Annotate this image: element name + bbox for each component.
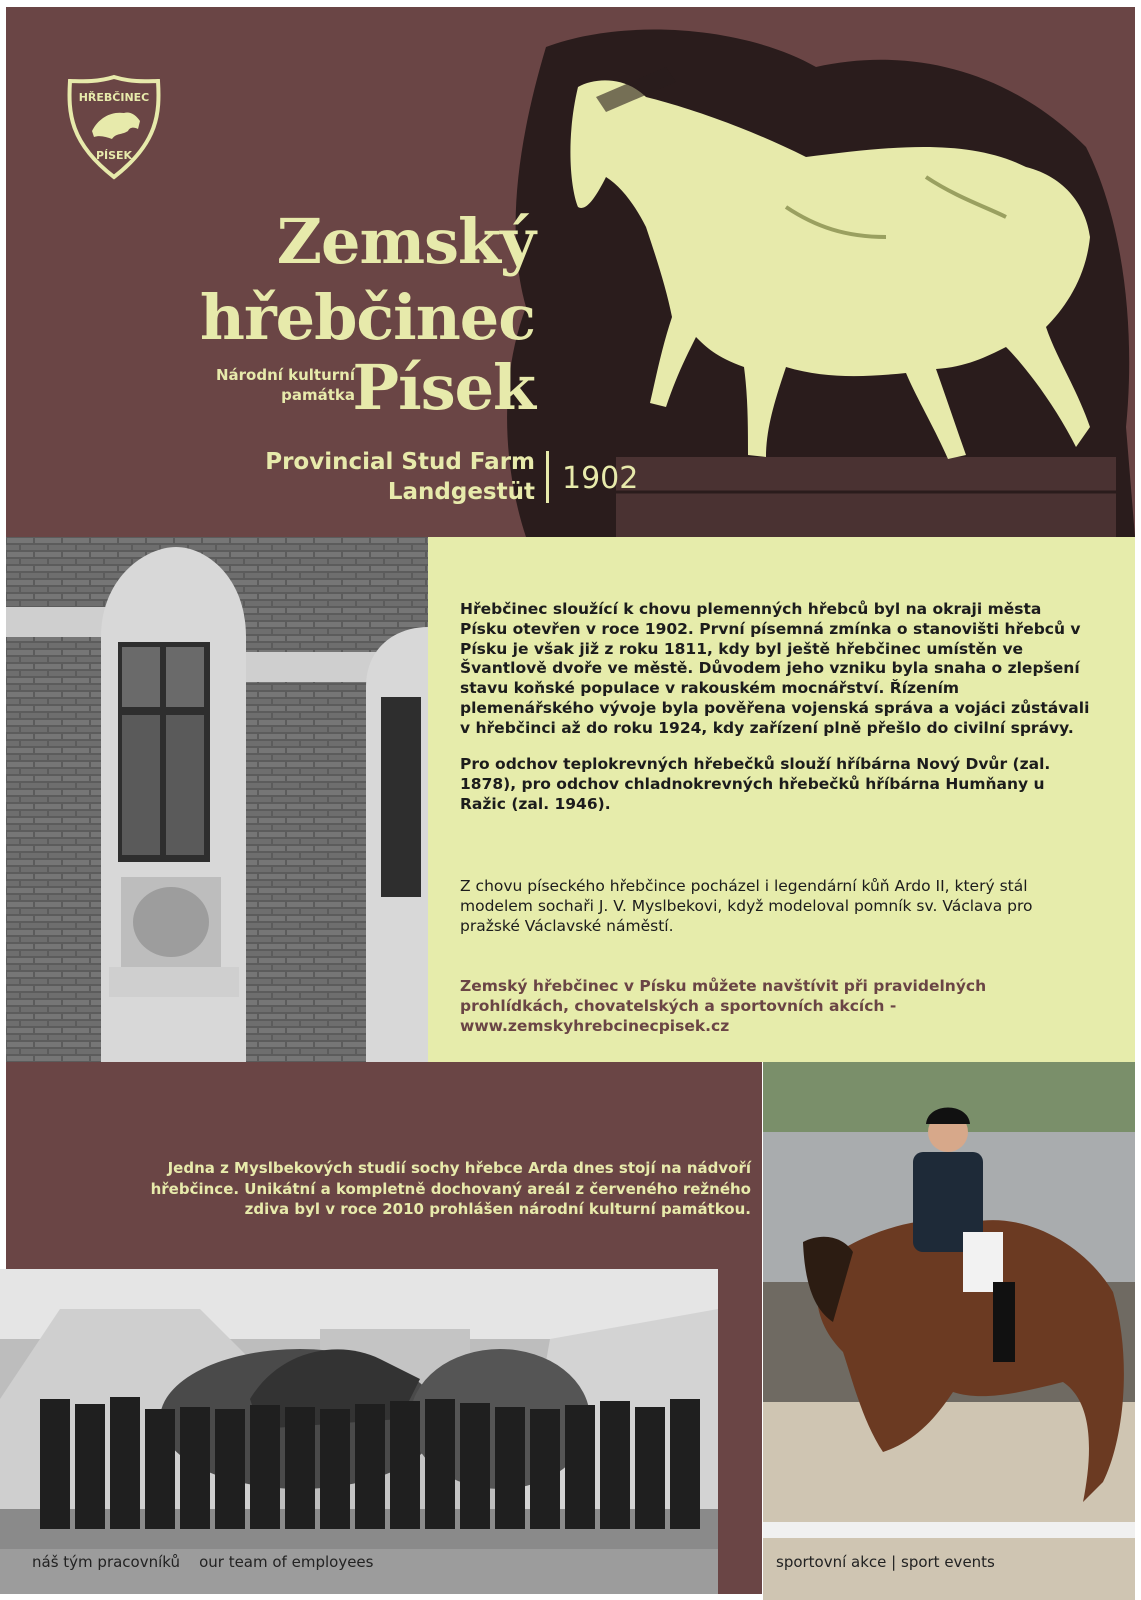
- stud-farm-logo: [64, 73, 164, 183]
- team-photo-caption: náš tým pracovníků our team of employees: [32, 1553, 374, 1571]
- title-line-3: Písek: [352, 351, 535, 424]
- horse-illustration: [486, 7, 1135, 537]
- founding-year: 1902: [562, 461, 639, 496]
- show-jumping-photo: [763, 1062, 1135, 1600]
- foal-farms-paragraph: Pro odchov teplokrevných hřebečků slouží hříbárna Nový Dvůr (zal. 1878), pro odchov chladnokrevných hřebečků hříbárna Humňany u Ražic (zal. 1946).: [460, 755, 1051, 813]
- history-paragraph: Hřebčinec sloužící k chovu plemenných hřebců byl na okraji města Písku otevřen v roce 1902. První písemná zmínka o stanovišti hřebců v Písku je však již z roku 1811, kdy byl ještě hřebčinec umístěn ve Švantlově dvoře ve městě. Důvodem jeho vzniku byla snaha o zlepšení stavu koňské populace v rakouském mocnářství. Řízením plemenářského vývoje byla pověřena vojenská správa a vojáci zůstávali v hřebčinci až do roku 1924, kdy zařízení plně přešlo do civilní správy.: [460, 600, 1090, 737]
- title-line-1: Zemský: [276, 205, 535, 278]
- ardo-paragraph: Z chovu píseckého hřebčince pocházel i legendární kůň Ardo II, který stál modelem sochaři J. V. Myslbekovi, když modeloval pomník sv. Václava pro pražské Václavské náměstí.: [460, 877, 1033, 935]
- logo-top-text: HŘEBČINEC: [78, 91, 150, 104]
- heritage-label: [195, 366, 355, 405]
- subtitle-line-1: Provincial Stud Farm: [265, 449, 535, 475]
- subtitle: [215, 448, 535, 508]
- statue-caption: Jedna z Myslbekových studií sochy hřebce Arda dnes stojí na nádvoří hřebčince. Unikátní a kompletně dochovaný areál z červeného režného zdiva byl v roce 2010 prohlášen národní kulturní památkou.: [150, 1159, 751, 1219]
- logo-bottom-text: PÍSEK: [95, 149, 133, 162]
- header-band: [6, 7, 1135, 537]
- history-text-panel: [428, 537, 1135, 1062]
- subtitle-line-2: Landgestüt: [387, 478, 535, 505]
- team-photo: [0, 1269, 718, 1594]
- title-line-2: hřebčinec: [199, 281, 535, 354]
- visit-paragraph: Zemský hřebčinec v Písku můžete navštívit při pravidelných prohlídkách, chovatelských a sportovních akcích - www.zemskyhrebcinecpisek.cz: [460, 977, 987, 1035]
- building-facade-photo: [6, 537, 428, 1062]
- sport-photo-caption: sportovní akce | sport events: [776, 1553, 995, 1571]
- title-divider: [546, 451, 549, 503]
- heritage-line-2: památka: [281, 385, 355, 404]
- heritage-line-1: Národní kulturní: [215, 366, 355, 384]
